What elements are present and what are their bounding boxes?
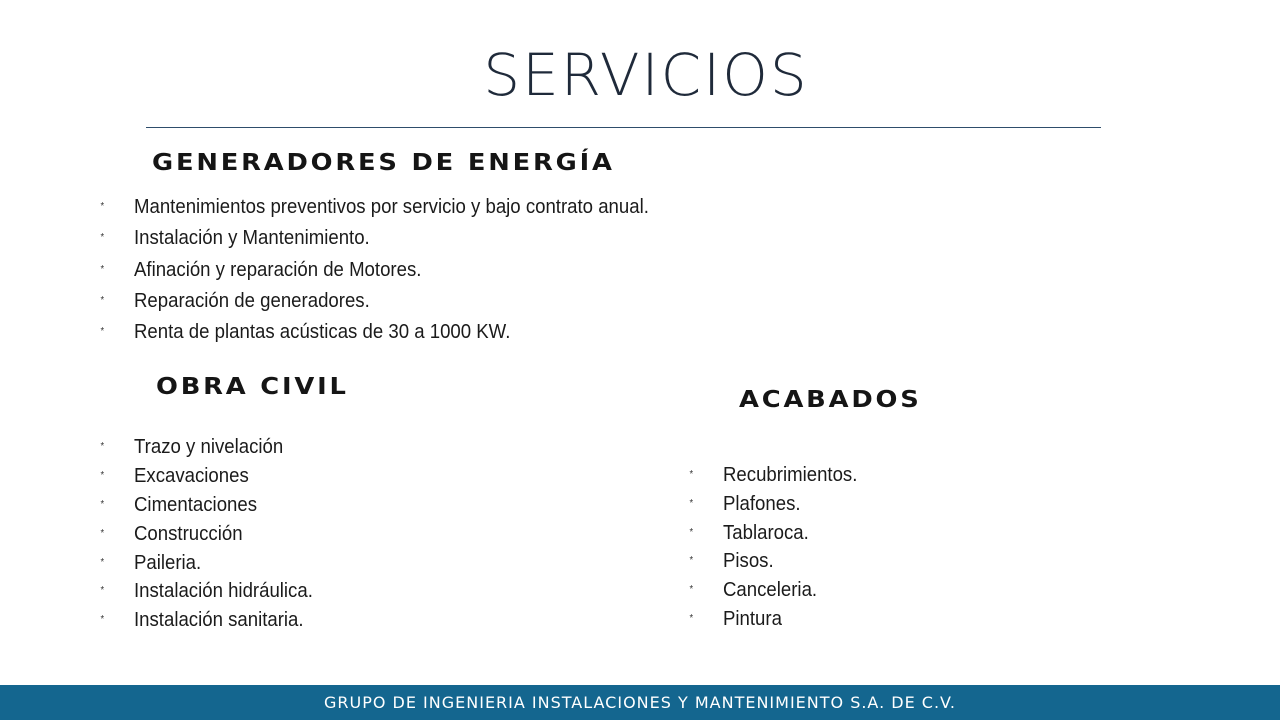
footer-bar: [0, 685, 1280, 720]
list-item-text: Trazo y nivelación: [134, 436, 284, 458]
page-title: SERVICIOS: [483, 41, 809, 109]
list-item-text: Pintura: [723, 607, 782, 630]
list-item: [689, 576, 857, 605]
list-item: [100, 192, 649, 223]
list-item: [100, 520, 313, 549]
list-item: [100, 462, 313, 491]
section-heading-generadores: GENERADORES DE ENERGÍA: [152, 150, 615, 176]
list-item: [100, 286, 649, 317]
list-item-text: Excavaciones: [134, 464, 249, 487]
bullet-icon: *: [100, 498, 105, 510]
list-item-text: Instalación hidráulica.: [134, 580, 313, 603]
list-item-text: Reparación de generadores.: [134, 289, 370, 312]
bullet-icon: *: [689, 612, 694, 624]
list-acabados: [689, 461, 868, 634]
list-item: [100, 255, 649, 286]
bullet-icon: *: [100, 201, 105, 212]
list-item-text: Mantenimientos preventivos por servicio y bajo contrato anual.: [134, 196, 649, 218]
bullet-icon: *: [689, 584, 694, 596]
list-item: [689, 547, 857, 576]
list-item-text: Instalación sanitaria.: [134, 609, 304, 632]
bullet-icon: *: [100, 441, 105, 452]
list-item: [689, 605, 857, 634]
list-item: [689, 461, 858, 490]
list-generadores: [100, 192, 688, 348]
list-obra-civil: [100, 433, 326, 635]
list-item-text: Cimentaciones: [134, 493, 258, 516]
list-item-text: Construcción: [134, 522, 243, 545]
list-item: [100, 223, 649, 254]
bullet-icon: *: [100, 527, 105, 539]
section-heading-obra-civil: OBRA CIVIL: [156, 374, 349, 400]
list-item: [100, 577, 313, 606]
bullet-icon: *: [100, 263, 105, 275]
list-item-text: Pisos.: [723, 550, 774, 573]
list-item: [100, 433, 313, 462]
list-item: [100, 606, 313, 635]
bullet-icon: *: [100, 232, 105, 244]
bullet-icon: *: [689, 497, 694, 509]
list-item-text: Paileria.: [134, 551, 202, 574]
list-item-text: Instalación y Mantenimiento.: [134, 227, 370, 250]
list-item: [689, 490, 857, 519]
list-item-text: Plafones.: [723, 492, 801, 515]
bullet-icon: *: [689, 469, 694, 480]
list-item: [100, 317, 649, 348]
bullet-icon: *: [100, 585, 105, 597]
bullet-icon: *: [100, 294, 105, 306]
list-item-text: Afinación y reparación de Motores.: [134, 258, 422, 281]
list-item: [100, 549, 313, 578]
list-item: [689, 519, 857, 548]
list-item-text: Recubrimientos.: [723, 464, 858, 486]
list-item-text: Canceleria.: [723, 579, 818, 602]
bullet-icon: *: [689, 526, 694, 538]
section-heading-acabados: ACABADOS: [739, 387, 922, 413]
title-divider: [146, 127, 1101, 128]
footer-company-name: GRUPO DE INGENIERIA INSTALACIONES Y MANTENIMIENTO S.A. DE C.V.: [323, 693, 957, 712]
list-item: [100, 491, 313, 520]
list-item-text: Renta de plantas acústicas de 30 a 1000 KW.: [134, 321, 511, 344]
bullet-icon: *: [100, 556, 105, 568]
bullet-icon: *: [100, 614, 105, 626]
bullet-icon: *: [689, 555, 694, 567]
list-item-text: Tablaroca.: [723, 521, 809, 544]
bullet-icon: *: [100, 469, 105, 481]
bullet-icon: *: [100, 326, 105, 338]
